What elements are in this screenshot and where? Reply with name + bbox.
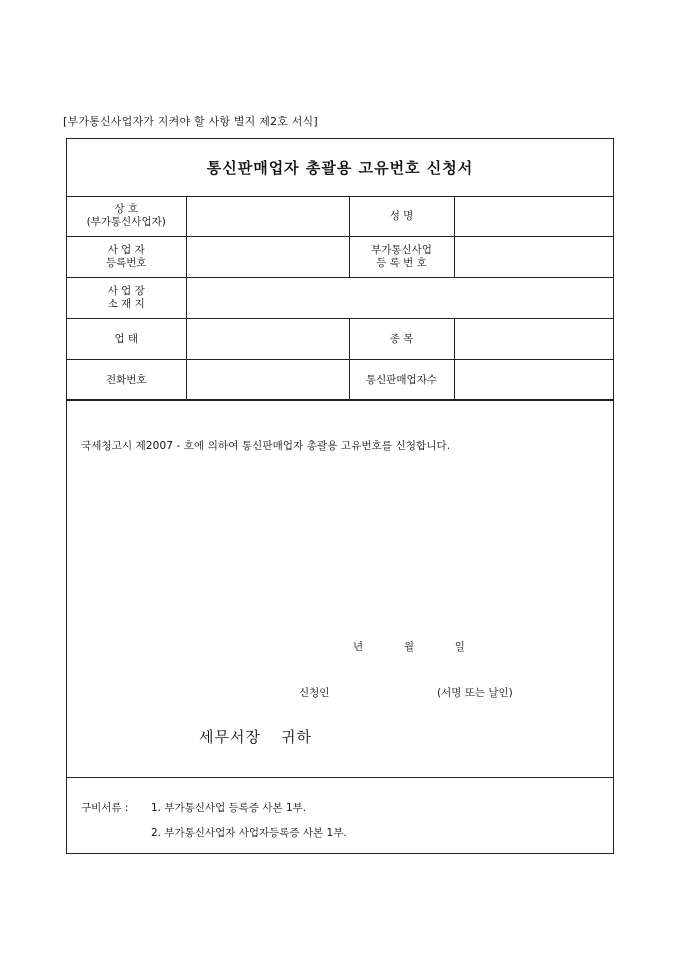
business-type-field[interactable] <box>186 319 349 360</box>
application-body <box>67 399 613 778</box>
owner-name-field[interactable] <box>454 196 613 237</box>
table-row <box>67 319 613 360</box>
table-row <box>67 196 613 237</box>
owner-name-label: 성 명 <box>349 196 454 237</box>
date-line <box>353 639 465 654</box>
phone-field[interactable] <box>186 360 349 401</box>
business-reg-label: 사 업 자 등록번호 <box>67 237 186 278</box>
address-field[interactable] <box>186 278 613 319</box>
form-title: 통신판매업자 총괄용 고유번호 신청서 <box>67 139 613 197</box>
business-reg-field[interactable] <box>186 237 349 278</box>
application-statement: 국세청고시 제2007 - 호에 의하여 통신판매업자 총괄용 고유번호를 신청합니다. <box>81 440 451 452</box>
application-form <box>66 138 614 854</box>
company-name-label: 상 호 (부가통신사업자) <box>67 196 186 237</box>
date-day: 일 <box>454 641 465 653</box>
document-item: 2. 부가통신사업자 사업자등록증 사본 1부. <box>151 827 347 839</box>
honorific-label: 귀하 <box>280 728 312 746</box>
document-item: 1. 부가통신사업 등록증 사본 1부. <box>151 802 307 814</box>
table-row <box>67 278 613 319</box>
phone-label: 전화번호 <box>67 360 186 401</box>
info-table <box>67 196 613 401</box>
business-item-field[interactable] <box>454 319 613 360</box>
date-year: 년 <box>353 641 364 653</box>
sign-note: (서명 또는 날인) <box>437 687 513 699</box>
form-caption: [부가통신사업자가 지켜야 할 사항 별지 제2호 서식] <box>63 115 318 128</box>
seller-count-label: 통신판매업자수 <box>349 360 454 401</box>
table-row <box>67 237 613 278</box>
tax-office-label: 세무서장 <box>199 728 261 746</box>
documents-label: 구비서류 : <box>81 802 129 814</box>
table-row <box>67 360 613 401</box>
address-label: 사 업 장 소 재 지 <box>67 278 186 319</box>
telecom-reg-label: 부가통신사업 등 록 번 호 <box>349 237 454 278</box>
company-name-field[interactable] <box>186 196 349 237</box>
addressee <box>199 726 312 747</box>
seller-count-field[interactable] <box>454 360 613 401</box>
business-type-label: 업 태 <box>67 319 186 360</box>
telecom-reg-field[interactable] <box>454 237 613 278</box>
date-month: 월 <box>403 641 414 653</box>
applicant-label: 신청인 <box>299 687 330 699</box>
business-item-label: 종 목 <box>349 319 454 360</box>
required-documents <box>67 777 613 855</box>
